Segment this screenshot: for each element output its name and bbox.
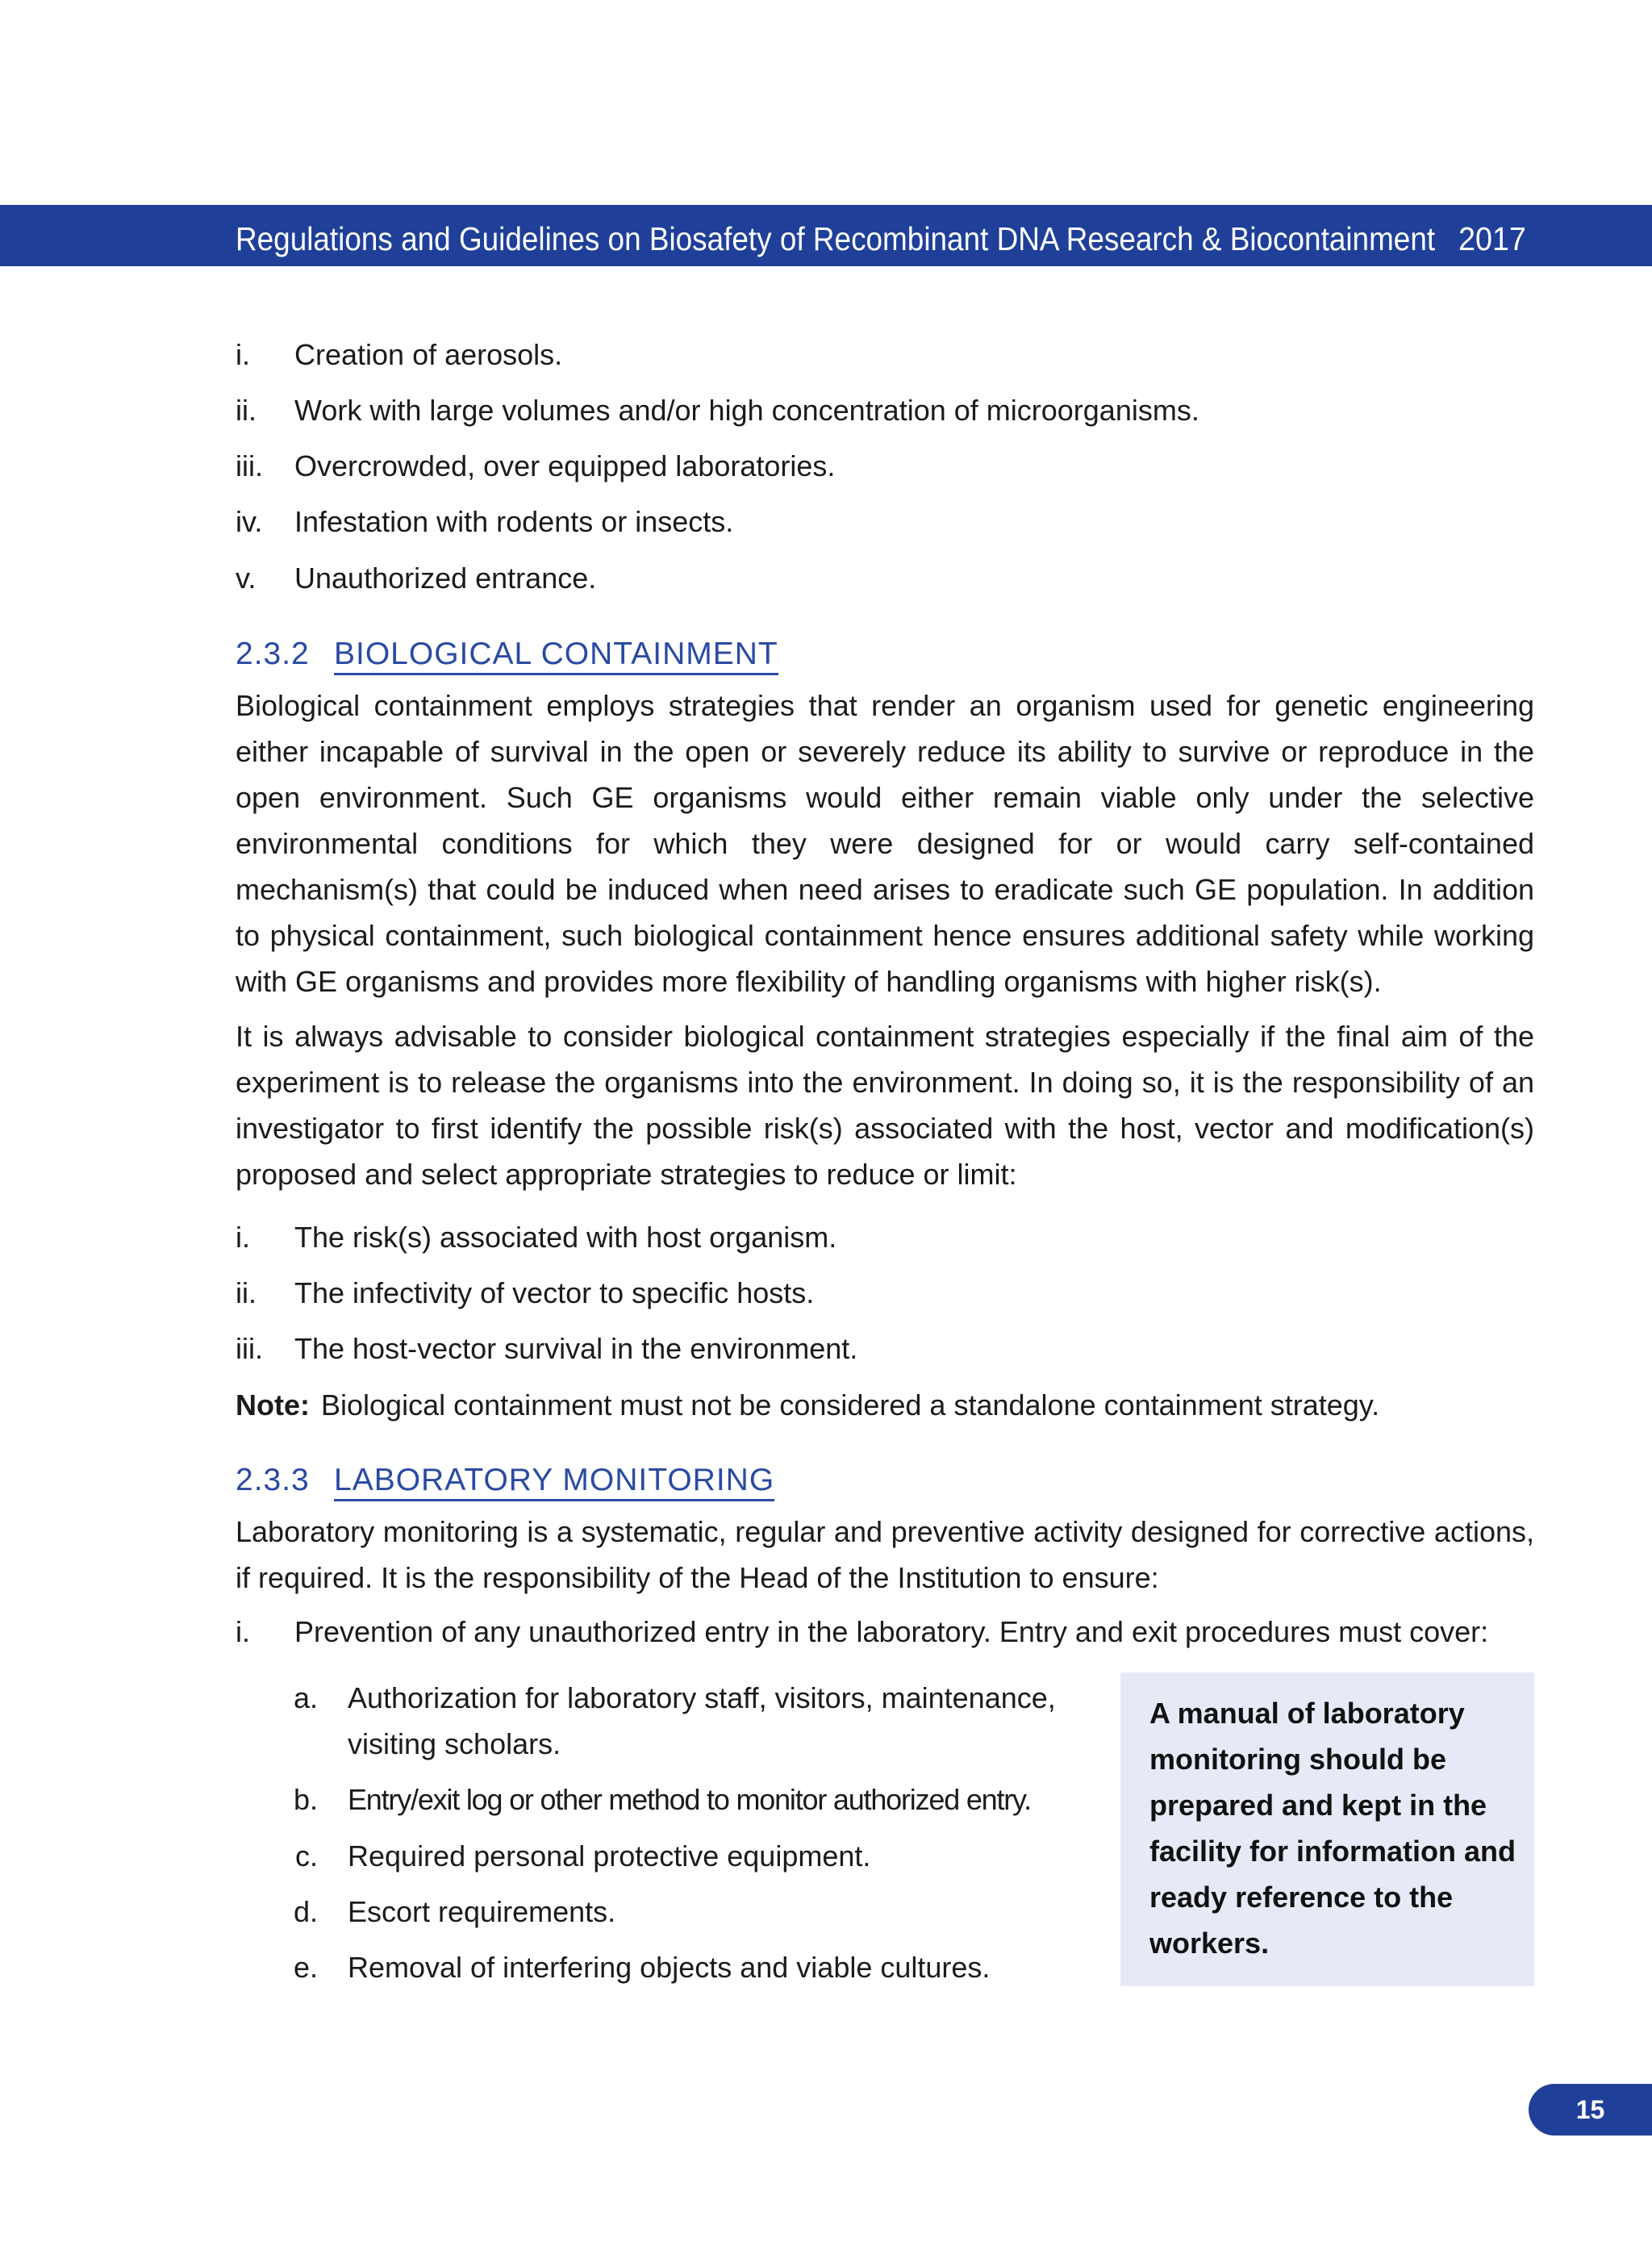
sub-list-letter: c.: [294, 1839, 318, 1873]
sub-list-letter: d.: [293, 1895, 318, 1928]
section-number: 2.3.2: [236, 637, 310, 671]
list-item-text: Work with large volumes and/or high concentration of microorganisms.: [294, 394, 1199, 427]
list-item-text: The host-vector survival in the environment.: [294, 1332, 858, 1365]
sub-list-letter: a.: [293, 1681, 318, 1714]
document-title: Regulations and Guidelines on Biosafety of Recombinant DNA Research & Biocontainment: [236, 220, 1436, 257]
list-item-number: v.: [236, 562, 257, 595]
list-item-number: i.: [236, 1615, 250, 1648]
sub-list-letter: e.: [293, 1951, 318, 1984]
list-item-text: Overcrowded, over equipped laboratories.: [294, 449, 836, 482]
callout-box: [1120, 1672, 1534, 1986]
list-item-text: The risk(s) associated with host organism.: [294, 1221, 837, 1254]
document-year: 2017: [1458, 220, 1526, 257]
list-item-number: ii.: [236, 1276, 257, 1309]
list-item-text: Unauthorized entrance.: [294, 562, 597, 595]
sub-list-text: Required personal protective equipment.: [348, 1839, 871, 1873]
note: [236, 1386, 1379, 1425]
section-title: BIOLOGICAL CONTAINMENT: [334, 637, 778, 675]
list-item-number: ii.: [236, 394, 257, 427]
sub-list-letter: b.: [293, 1783, 318, 1816]
sub-list-text: Authorization for laboratory staff, visitors, maintenance, visiting scholars.: [348, 1681, 1056, 1760]
paragraph-advisable: It is always advisable to consider biological containment strategies especially if the final aim of the experiment is to release the organisms into the environment. In doing so, it is the responsibility of an investigator to first identify the possible risk(s) associated with the host, vector and modification(s) proposed and select appropriate strategies to reduce or limit:: [236, 1020, 1534, 1191]
list-item-text: Prevention of any unauthorized entry in the laboratory. Entry and exit procedures must cover:: [294, 1615, 1489, 1648]
list-item-number: iv.: [236, 505, 263, 538]
list-item-text: Infestation with rodents or insects.: [294, 505, 734, 538]
list-item-number: iii.: [236, 449, 263, 482]
list-item-number: iii.: [236, 1332, 263, 1365]
list-item-text: The infectivity of vector to specific hosts.: [294, 1276, 815, 1309]
list-item-number: i.: [236, 1221, 250, 1254]
section-title: LABORATORY MONITORING: [334, 1463, 774, 1501]
sub-list-text: Escort requirements.: [348, 1895, 616, 1928]
list-item-text: Creation of aerosols.: [294, 338, 563, 371]
paragraph-laboratory-monitoring: Laboratory monitoring is a systematic, regular and preventive activity designed for corrective actions, if required. It is the responsibility of the Head of the Institution to ensure:: [236, 1515, 1534, 1594]
page-number-badge: [1529, 2084, 1652, 2136]
paragraph-biological-containment: Biological containment employs strategies that render an organism used for genetic engineering either incapable of survival in the open or severely reduce its ability to survive or reproduce in the open environment. Such GE organisms would either remain viable only under the selective environmental conditions for which they were designed for or would carry self-contained mechanism(s) that could be induced when need arises to eradicate such GE population. In addition to physical containment, such biological containment hence ensures additional safety while working with GE organisms and provides more flexibility of handling organisms with higher risk(s).: [236, 689, 1534, 998]
callout-text: A manual of laboratory monitoring should be prepared and kept in the facility for information and ready reference to the workers.: [1149, 1697, 1516, 1960]
note-text: Biological containment must not be considered a standalone containment strategy.: [321, 1388, 1380, 1422]
sub-list-text: Entry/exit log or other method to monitor authorized entry.: [348, 1783, 1031, 1816]
sub-list-text: Removal of interfering objects and viable cultures.: [348, 1951, 991, 1984]
list-item-number: i.: [236, 338, 250, 371]
section-number: 2.3.3: [236, 1463, 310, 1497]
note-label: Note:: [236, 1388, 310, 1422]
page-number: 15: [1575, 2095, 1605, 2124]
